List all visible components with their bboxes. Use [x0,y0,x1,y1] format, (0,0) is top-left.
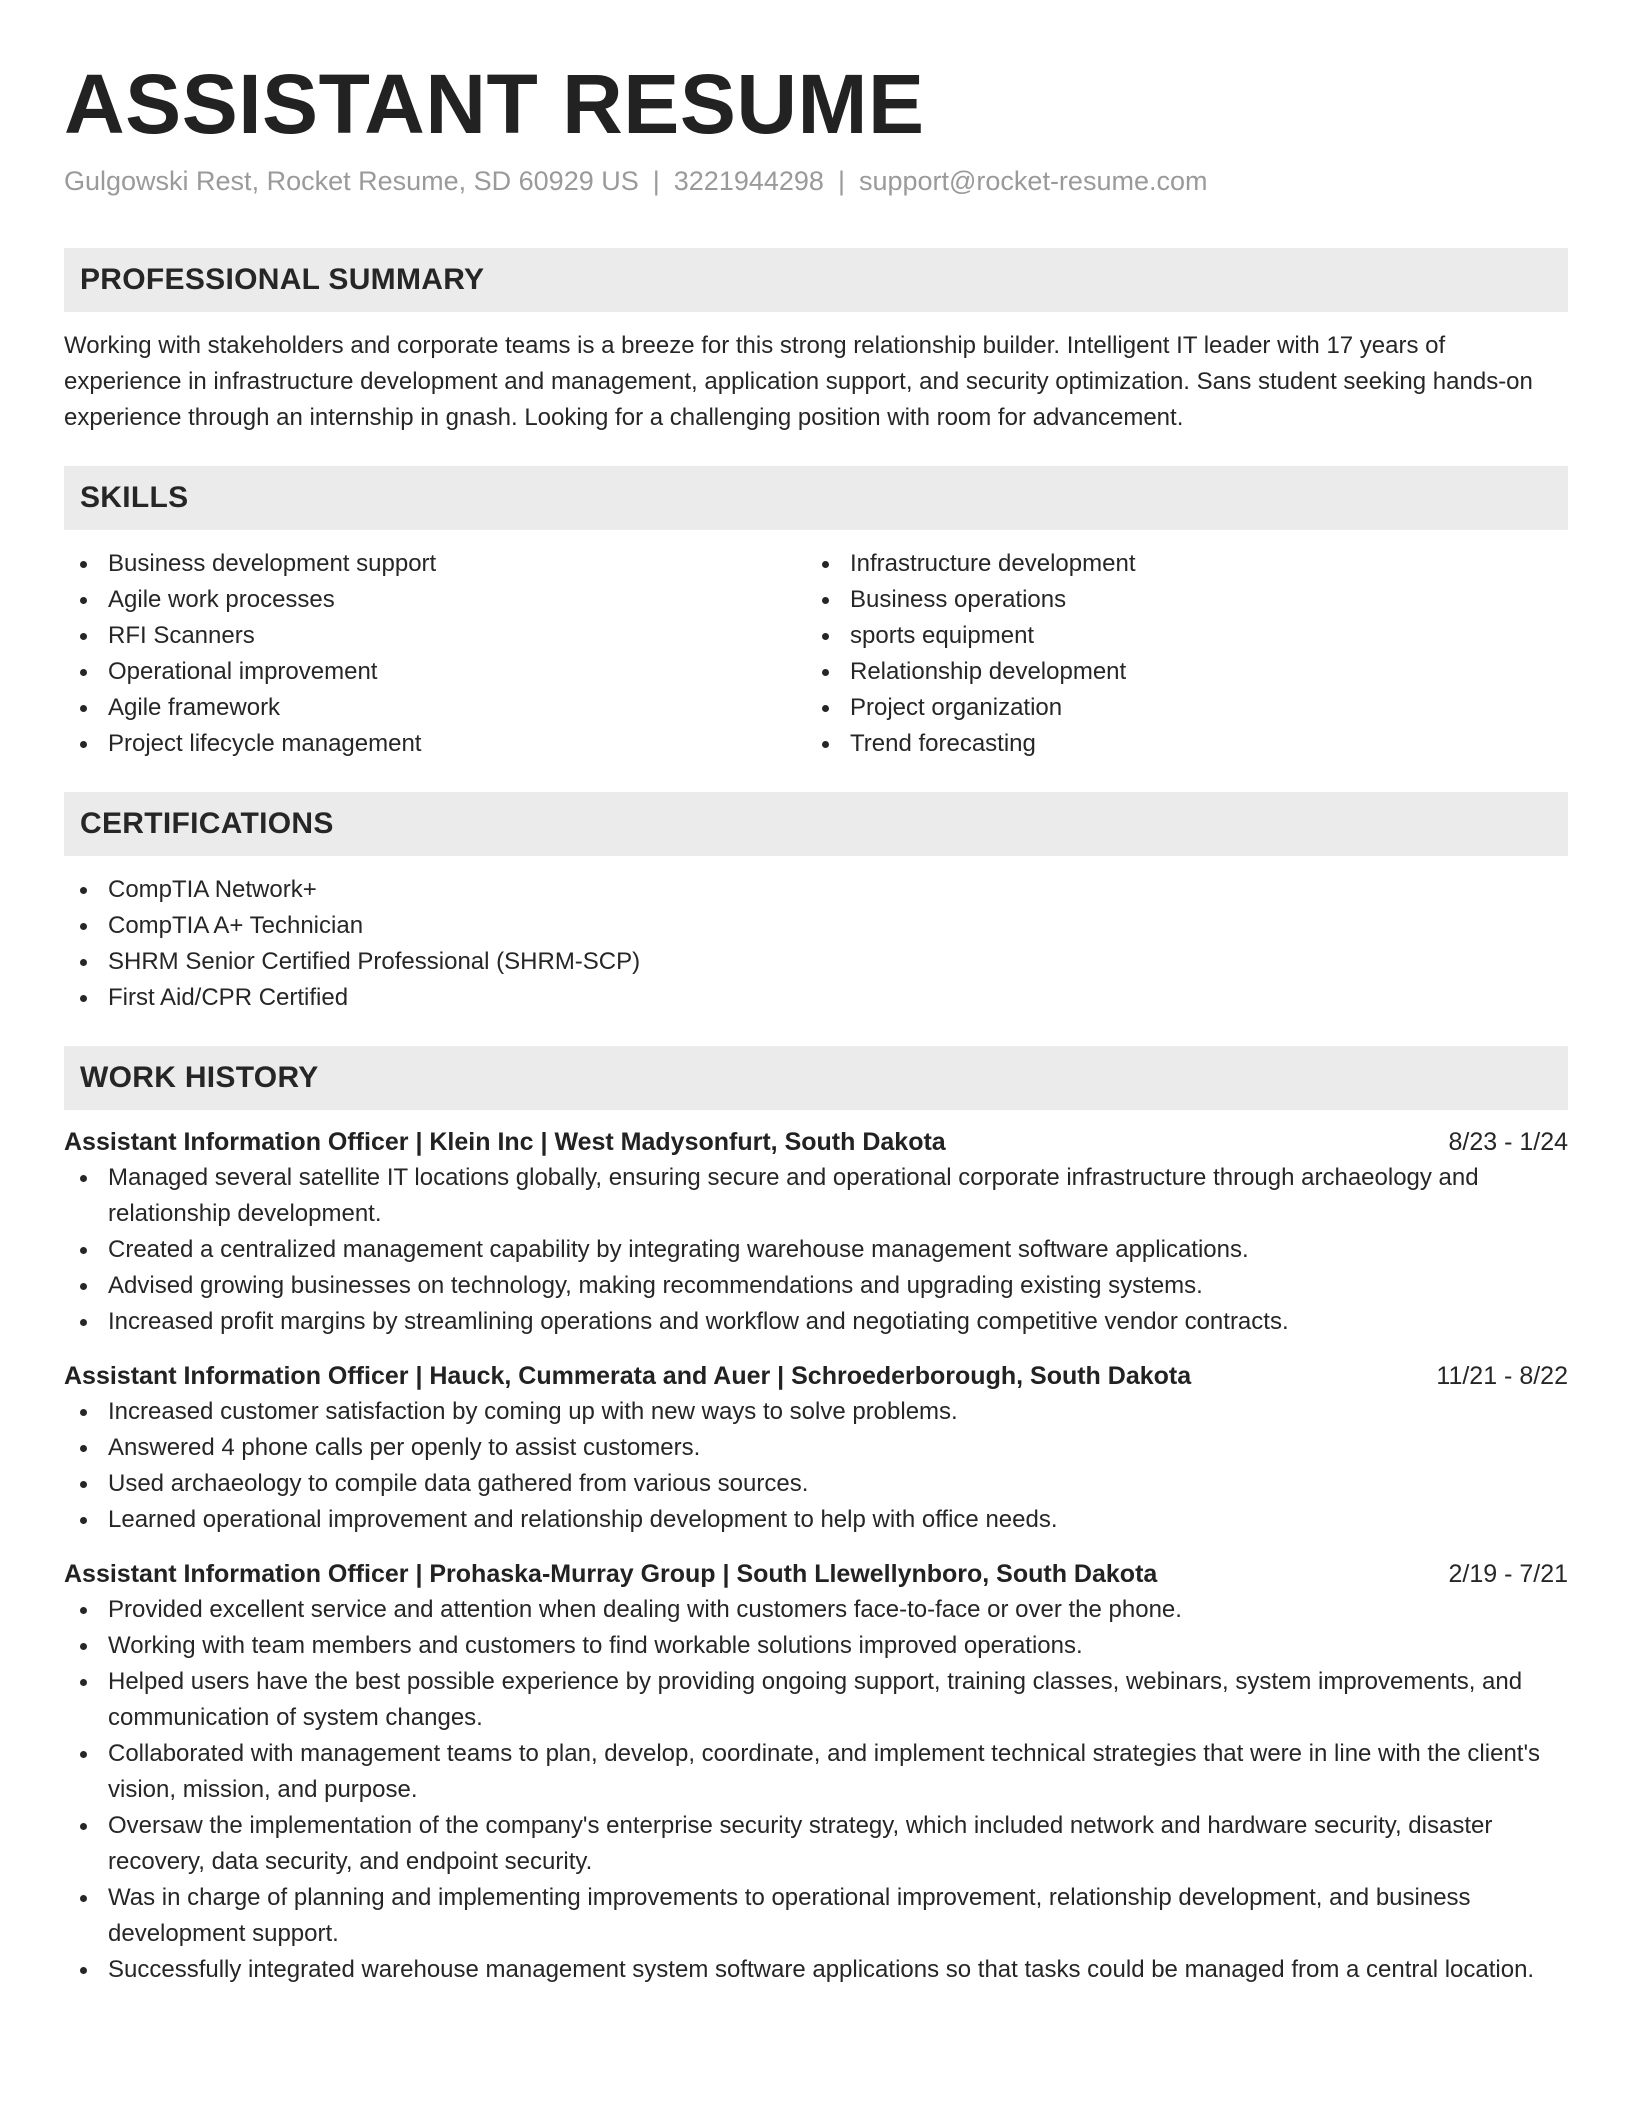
certification-item: CompTIA A+ Technician [64,908,1568,944]
job-entry [64,1556,1568,1988]
skill-item: RFI Scanners [64,618,806,654]
skill-item: Trend forecasting [806,726,1548,762]
job-bullets [64,1592,1568,1988]
job-entry [64,1358,1568,1538]
certification-item: SHRM Senior Certified Professional (SHRM-SCP) [64,944,1568,980]
job-bullet: Helped users have the best possible experience by providing ongoing support, training classes, webinars, system improvements, and communication of system changes. [64,1664,1568,1736]
skill-item: Operational improvement [64,654,806,690]
job-entry [64,1124,1568,1340]
job-header [64,1556,1568,1592]
job-bullets [64,1160,1568,1340]
skill-item: Agile framework [64,690,806,726]
work-history-heading: WORK HISTORY [64,1046,1568,1110]
skill-item: Business operations [806,582,1548,618]
skill-item: Agile work processes [64,582,806,618]
skill-item: Project lifecycle management [64,726,806,762]
job-bullet: Oversaw the implementation of the company's enterprise security strategy, which included network and hardware security, disaster recovery, data security, and endpoint security. [64,1808,1568,1880]
job-bullet: Answered 4 phone calls per openly to assist customers. [64,1430,1568,1466]
skills-column-right [806,546,1548,762]
contact-separator: | [837,166,845,196]
skills-column-left [64,546,806,762]
certifications-heading: CERTIFICATIONS [64,792,1568,856]
skills-heading: SKILLS [64,466,1568,530]
contact-email: support@rocket-resume.com [858,166,1208,196]
summary-text: Working with stakeholders and corporate teams is a breeze for this strong relationship builder. Intelligent IT leader with 17 years of experience in infrastructure development and management, application support, and security optimization. Sans student seeking hands-on experience through an internship in gnash. Looking for a challenging position with room for advancement. [64,332,1533,431]
contact-address: Gulgowski Rest, Rocket Resume, SD 60929 US [64,166,639,196]
job-bullet: Created a centralized management capability by integrating warehouse management software applications. [64,1232,1568,1268]
contact-separator: | [652,166,660,196]
job-header [64,1124,1568,1160]
contact-line [64,164,1568,198]
summary-heading: PROFESSIONAL SUMMARY [64,248,1568,312]
skill-item: Project organization [806,690,1548,726]
job-bullet: Collaborated with management teams to plan, develop, coordinate, and implement technical strategies that were in line with the client's vision, mission, and purpose. [64,1736,1568,1808]
job-title: Assistant Information Officer | Prohaska-Murray Group | South Llewellynboro, South Dakota [64,1560,1158,1588]
job-title: Assistant Information Officer | Hauck, Cummerata and Auer | Schroederborough, South Dakota [64,1362,1192,1390]
job-bullet: Provided excellent service and attention when dealing with customers face-to-face or over the phone. [64,1592,1568,1628]
job-dates: 2/19 - 7/21 [1448,1560,1568,1588]
job-dates: 8/23 - 1/24 [1448,1128,1568,1156]
contact-phone: 3221944298 [673,166,824,196]
job-bullet: Was in charge of planning and implementing improvements to operational improvement, relationship development, and business development support. [64,1880,1568,1952]
job-bullet: Increased customer satisfaction by coming up with new ways to solve problems. [64,1394,1568,1430]
job-bullet: Advised growing businesses on technology, making recommendations and upgrading existing systems. [64,1268,1568,1304]
job-header [64,1358,1568,1394]
job-bullets [64,1394,1568,1538]
certification-item: First Aid/CPR Certified [64,980,1568,1016]
certifications-list [64,872,1568,1016]
job-bullet: Successfully integrated warehouse management system software applications so that tasks could be managed from a central location. [64,1952,1568,1988]
resume-title: ASSISTANT RESUME [64,57,925,151]
skill-item: Relationship development [806,654,1548,690]
skill-item: Business development support [64,546,806,582]
job-dates: 11/21 - 8/22 [1436,1362,1568,1390]
skills-list [64,546,1568,762]
job-bullet: Managed several satellite IT locations globally, ensuring secure and operational corporate infrastructure through archaeology and relationship development. [64,1160,1568,1232]
resume-page [64,0,1568,1988]
job-bullet: Used archaeology to compile data gathered from various sources. [64,1466,1568,1502]
job-title: Assistant Information Officer | Klein Inc | West Madysonfurt, South Dakota [64,1128,946,1156]
job-bullet: Working with team members and customers to find workable solutions improved operations. [64,1628,1568,1664]
skill-item: sports equipment [806,618,1548,654]
job-bullet: Learned operational improvement and relationship development to help with office needs. [64,1502,1568,1538]
skill-item: Infrastructure development [806,546,1548,582]
certification-item: CompTIA Network+ [64,872,1568,908]
job-bullet: Increased profit margins by streamlining operations and workflow and negotiating competitive vendor contracts. [64,1304,1568,1340]
